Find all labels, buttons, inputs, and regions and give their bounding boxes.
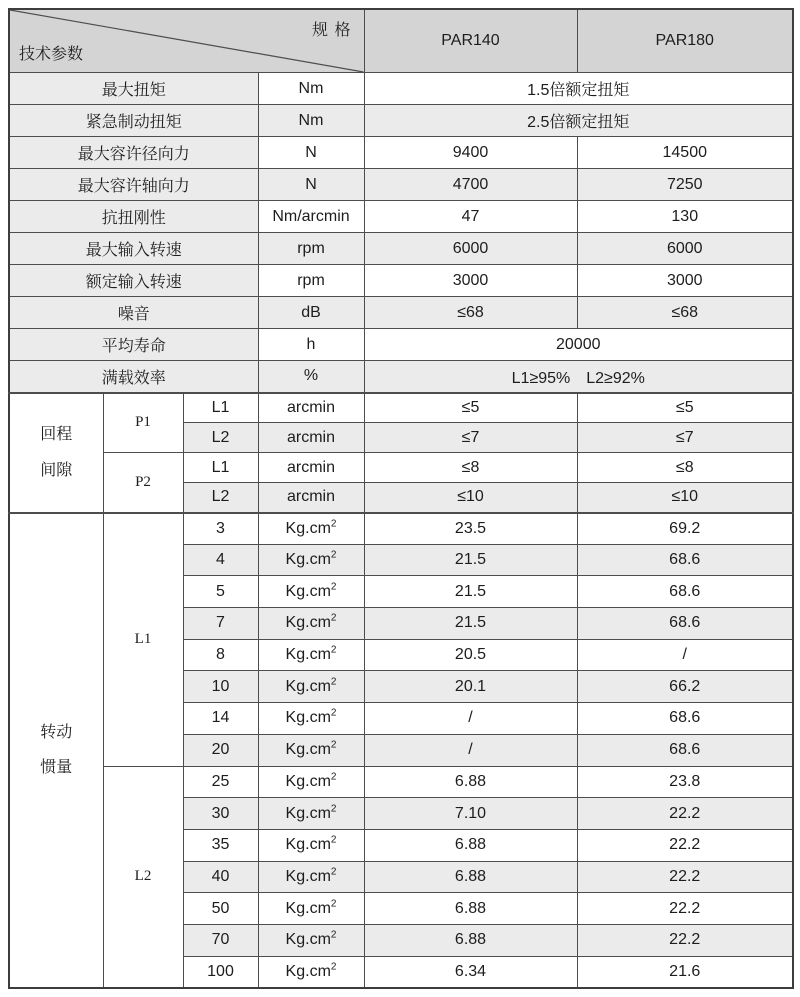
value-cell-par140: ≤10 [364,483,577,513]
value-cell-par180: ≤5 [577,393,793,423]
unit-cell [258,734,364,766]
table-row [9,513,793,545]
unit-cell [258,513,364,545]
grade-cell: P1 [103,393,183,453]
unit-text: Kg.cm [285,519,331,537]
param-label-cell: 紧急制动扭矩 [9,105,258,137]
value-cell-merged: 20000 [364,329,793,361]
column-header-par140: PAR140 [364,9,577,73]
level-cell: L1 [183,453,258,483]
unit-exponent: 2 [330,771,337,783]
table-row [9,169,793,201]
unit-cell [258,544,364,576]
value-cell-par140: ≤68 [364,297,577,329]
unit-cell: h [258,329,364,361]
spec-axis-label: 规 格 [312,22,352,39]
value-cell-par140: 23.5 [364,513,577,545]
value-cell-par140: 6.34 [364,956,577,988]
value-cell-par180: 7250 [577,169,793,201]
unit-exponent: 2 [330,581,337,593]
param-label-cell: 噪音 [9,297,258,329]
unit-cell: arcmin [258,393,364,423]
unit-text: Kg.cm [285,931,331,949]
unit-text: Kg.cm [285,709,331,727]
unit-cell [258,766,364,798]
unit-cell: arcmin [258,423,364,453]
value-cell-par180: ≤68 [577,297,793,329]
table-row [9,201,793,233]
unit-exponent: 2 [330,803,337,815]
value-cell-par140: / [364,703,577,735]
table-row [9,137,793,169]
value-cell-par180: 23.8 [577,766,793,798]
ratio-cell: 10 [183,671,258,703]
value-cell-par140: 21.5 [364,576,577,608]
level-cell: L2 [183,483,258,513]
unit-cell [258,861,364,893]
unit-exponent: 2 [330,644,337,656]
unit-cell [258,671,364,703]
value-cell-merged: 1.5倍额定扭矩 [364,73,793,105]
value-cell-par140: 6000 [364,233,577,265]
unit-cell [258,703,364,735]
unit-text: Kg.cm [285,551,331,569]
unit-exponent: 2 [330,739,337,751]
value-cell-par180: 6000 [577,233,793,265]
unit-exponent: 2 [330,834,337,846]
unit-cell: Nm [258,73,364,105]
unit-text: Kg.cm [285,677,331,695]
value-cell-par180: ≤8 [577,453,793,483]
unit-cell [258,829,364,861]
ratio-cell: 100 [183,956,258,988]
section-label-line: 惯量 [40,759,73,777]
unit-exponent: 2 [330,898,337,910]
value-cell-par140: 7.10 [364,798,577,830]
value-cell-merged: L1≥95% L2≥92% [364,361,793,393]
value-cell-par140: 21.5 [364,544,577,576]
unit-exponent: 2 [330,613,337,625]
unit-cell: arcmin [258,453,364,483]
value-cell-par140: 9400 [364,137,577,169]
value-cell-par180: 68.6 [577,703,793,735]
value-cell-par180: ≤10 [577,483,793,513]
unit-exponent: 2 [330,708,337,720]
param-label-cell: 最大容许径向力 [9,137,258,169]
value-cell-par180: 21.6 [577,956,793,988]
unit-text: Kg.cm [285,741,331,759]
value-cell-par140: 4700 [364,169,577,201]
unit-cell: dB [258,297,364,329]
unit-cell: rpm [258,233,364,265]
unit-text: Kg.cm [285,772,331,790]
unit-cell: arcmin [258,483,364,513]
unit-cell: N [258,169,364,201]
ratio-cell: 5 [183,576,258,608]
value-cell-par180: 22.2 [577,861,793,893]
inertia-section-label-cell [9,513,103,988]
param-label-cell: 额定输入转速 [9,265,258,297]
param-axis-label: 技术参数 [19,46,84,63]
ratio-cell: 25 [183,766,258,798]
unit-text: Kg.cm [285,614,331,632]
table-row [9,453,793,483]
value-cell-par180: 3000 [577,265,793,297]
table-row [9,329,793,361]
ratio-cell: 70 [183,924,258,956]
param-label-cell: 抗扭刚性 [9,201,258,233]
unit-exponent: 2 [330,676,337,688]
level-group-cell: L1 [103,513,183,767]
ratio-cell: 14 [183,703,258,735]
table-row [9,766,793,798]
header-row [9,9,793,73]
value-cell-par140: 20.1 [364,671,577,703]
unit-cell: rpm [258,265,364,297]
unit-text: Kg.cm [285,962,331,980]
value-cell-par140: ≤5 [364,393,577,423]
grade-cell: P2 [103,453,183,513]
unit-text: Kg.cm [285,582,331,600]
section-label-line: 转动 [40,723,73,741]
unit-text: Kg.cm [285,899,331,917]
value-cell-par140: 6.88 [364,861,577,893]
unit-exponent: 2 [330,518,337,530]
section-label-line: 回程 [40,425,73,443]
param-label-cell: 最大扭矩 [9,73,258,105]
value-cell-par180: 130 [577,201,793,233]
level-cell: L2 [183,423,258,453]
ratio-cell: 35 [183,829,258,861]
value-cell-par140: 6.88 [364,766,577,798]
table-row [9,265,793,297]
value-cell-merged: 2.5倍额定扭矩 [364,105,793,137]
ratio-cell: 3 [183,513,258,545]
unit-text: Kg.cm [285,867,331,885]
unit-cell: Nm/arcmin [258,201,364,233]
value-cell-par180: 22.2 [577,798,793,830]
table-row [9,233,793,265]
backlash-section-label-cell [9,393,103,513]
value-cell-par140: 6.88 [364,893,577,925]
section-label-line: 间隙 [40,461,73,479]
value-cell-par140: 3000 [364,265,577,297]
table-row [9,361,793,393]
spec-table [8,8,794,989]
param-label-cell: 满载效率 [9,361,258,393]
column-header-par180: PAR180 [577,9,793,73]
unit-cell [258,798,364,830]
value-cell-par180: / [577,639,793,671]
value-cell-par180: ≤7 [577,423,793,453]
unit-exponent: 2 [330,929,337,941]
unit-cell: % [258,361,364,393]
value-cell-par180: 69.2 [577,513,793,545]
param-label-cell: 最大输入转速 [9,233,258,265]
unit-text: Kg.cm [285,646,331,664]
value-cell-par180: 14500 [577,137,793,169]
value-cell-par180: 68.6 [577,734,793,766]
value-cell-par140: 6.88 [364,829,577,861]
ratio-cell: 7 [183,608,258,640]
table-row [9,297,793,329]
value-cell-par140: 6.88 [364,924,577,956]
ratio-cell: 4 [183,544,258,576]
level-group-cell: L2 [103,766,183,988]
ratio-cell: 40 [183,861,258,893]
unit-exponent: 2 [330,961,337,973]
unit-text: Kg.cm [285,804,331,822]
table-row [9,105,793,137]
unit-exponent: 2 [330,866,337,878]
value-cell-par180: 68.6 [577,576,793,608]
unit-cell [258,639,364,671]
value-cell-par180: 68.6 [577,608,793,640]
value-cell-par140: / [364,734,577,766]
header-corner-cell [9,9,364,73]
unit-cell: N [258,137,364,169]
value-cell-par140: 47 [364,201,577,233]
param-label-cell: 平均寿命 [9,329,258,361]
ratio-cell: 50 [183,893,258,925]
value-cell-par140: 20.5 [364,639,577,671]
value-cell-par180: 22.2 [577,924,793,956]
table-row [9,73,793,105]
unit-cell [258,924,364,956]
table-row [9,393,793,423]
value-cell-par140: ≤7 [364,423,577,453]
unit-text: Kg.cm [285,836,331,854]
param-label-cell: 最大容许轴向力 [9,169,258,201]
unit-cell [258,576,364,608]
unit-exponent: 2 [330,549,337,561]
value-cell-par180: 22.2 [577,893,793,925]
ratio-cell: 30 [183,798,258,830]
ratio-cell: 8 [183,639,258,671]
level-cell: L1 [183,393,258,423]
value-cell-par180: 22.2 [577,829,793,861]
value-cell-par140: 21.5 [364,608,577,640]
ratio-cell: 20 [183,734,258,766]
value-cell-par140: ≤8 [364,453,577,483]
unit-cell [258,608,364,640]
value-cell-par180: 68.6 [577,544,793,576]
unit-cell [258,956,364,988]
value-cell-par180: 66.2 [577,671,793,703]
unit-cell [258,893,364,925]
unit-cell: Nm [258,105,364,137]
